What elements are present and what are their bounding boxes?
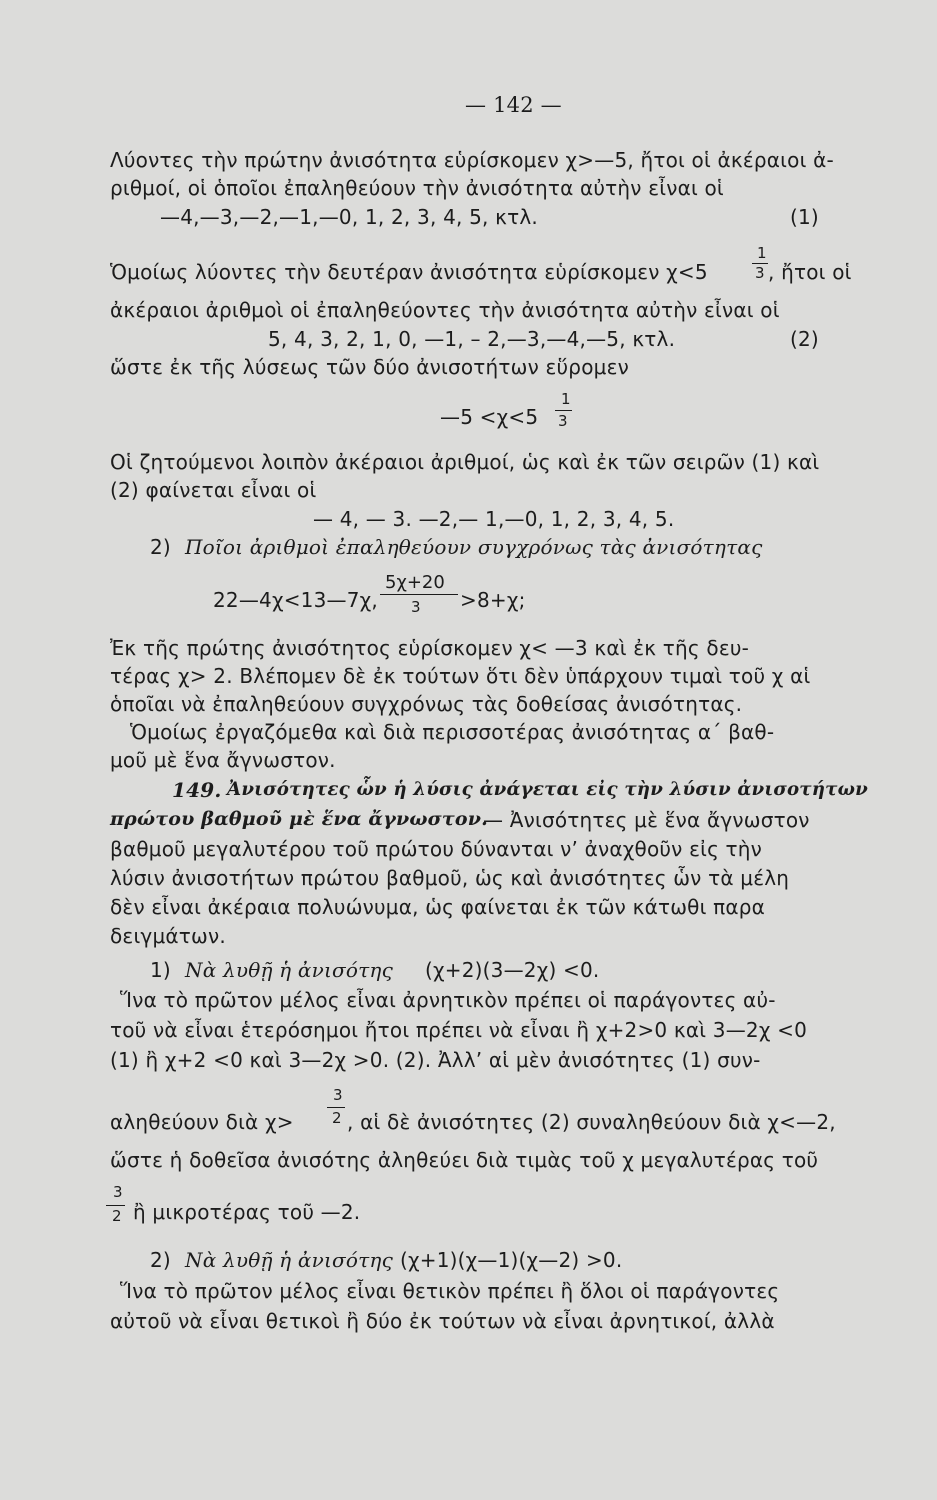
equation-tag: (1) bbox=[790, 205, 819, 229]
fraction-denominator: 3 bbox=[755, 264, 765, 282]
fraction-bar bbox=[327, 1107, 345, 1108]
text-line: (1) ἢ χ+2 <0 καὶ 3—2χ >0. (2). Ἀλλ’ αἱ μὲν ἀνισότητες (1) συν- bbox=[110, 1048, 761, 1072]
section-number: 149. bbox=[172, 778, 222, 802]
text-line: τοῦ νὰ εἶναι ἑτερόσημοι ἤτοι πρέπει νὰ εἶναι ἢ χ+2>0 καὶ 3—2χ <0 bbox=[110, 1018, 808, 1042]
exercise-number: 2) bbox=[150, 535, 171, 559]
text-line: δειγμάτων. bbox=[110, 924, 226, 948]
exercise-heading: Ποῖοι ἀριθμοὶ ἐπαληθεύουν συγχρόνως τὰς ἀνισότητας bbox=[185, 535, 763, 559]
fraction-bar bbox=[555, 410, 572, 411]
text-line: , αἱ δὲ ἀνισότητες (2) συναληθεύουν διὰ χ<—2, bbox=[347, 1110, 836, 1134]
text-line: αληθεύουν διὰ χ> bbox=[110, 1110, 294, 1134]
text-line: 5, 4, 3, 2, 1, 0, —1, – 2,—3,—4,—5, κτλ. bbox=[268, 327, 676, 351]
fraction-denominator: 3 bbox=[411, 598, 421, 616]
section-heading: πρώτου βαθμοῦ μὲ ἕνα ἄγνωστον. bbox=[110, 808, 488, 830]
text-line: ὥστε ἡ δοθεῖσα ἀνισότης ἀληθεύει διὰ τιμὰς τοῦ χ μεγαλυτέρας τοῦ bbox=[110, 1148, 819, 1172]
text-line: μοῦ μὲ ἕνα ἄγνωστον. bbox=[110, 748, 336, 772]
formula-line: 22—4χ<13—7χ, bbox=[213, 588, 378, 612]
text-line: τέρας χ> 2. Βλέπομεν δὲ ἐκ τούτων ὅτι δὲν ὑπάρχουν τιμαὶ τοῦ χ αἱ bbox=[110, 664, 811, 688]
equation-tag: (2) bbox=[790, 327, 819, 351]
text-line: (2) φαίνεται εἶναι οἱ bbox=[110, 478, 317, 502]
text-line: ὁποῖαι νὰ ἐπαληθεύουν συγχρόνως τὰς δοθείσας ἀνισότητας. bbox=[110, 692, 743, 716]
text-line: δὲν εἶναι ἀκέραια πολυώνυμα, ὡς φαίνεται ἐκ τῶν κάτωθι παρα bbox=[110, 895, 766, 919]
text-line: ἀκέραιοι ἀριθμοὶ οἱ ἐπαληθεύοντες τὴν ἀνισότητα αὐτὴν εἶναι οἱ bbox=[110, 298, 780, 322]
text-line: Ἵνα τὸ πρῶτον μέλος εἶναι ἀρνητικὸν πρέπει οἱ παράγοντες αὐ- bbox=[120, 988, 776, 1012]
formula-line: —5 <χ<5 bbox=[440, 405, 539, 429]
text-line: Ἵνα τὸ πρῶτον μέλος εἶναι θετικὸν πρέπει ἢ ὅλοι οἱ παράγοντες bbox=[120, 1279, 780, 1303]
fraction-denominator: 2 bbox=[112, 1207, 122, 1225]
text-line: — Ἀνισότητες μὲ ἕνα ἄγνωστον bbox=[483, 808, 810, 832]
fraction-denominator: 3 bbox=[558, 412, 568, 430]
fraction-numerator: 1 bbox=[757, 244, 767, 262]
text-line: βαθμοῦ μεγαλυτέρου τοῦ πρώτου δύνανται ν’ ἀναχθοῦν εἰς τὴν bbox=[110, 837, 763, 861]
text-line: Ὁμοίως ἐργαζόμεθα καὶ διὰ περισσοτέρας ἀνισότητας α΄ βαθ- bbox=[130, 720, 775, 744]
fraction-bar bbox=[380, 594, 458, 595]
text-line: Λύοντες τὴν πρώτην ἀνισότητα εὑρίσκομεν χ>—5, ἤτοι οἱ ἀκέραιοι ἀ- bbox=[110, 148, 834, 172]
formula-line: (χ+2)(3—2χ) <0. bbox=[425, 958, 600, 982]
fraction-numerator: 1 bbox=[561, 390, 571, 408]
exercise-heading: Νὰ λυθῇ ἡ ἀνισότης bbox=[185, 958, 393, 982]
page-number: — 142 — bbox=[465, 93, 562, 117]
text-line: Ὁμοίως λύοντες τὴν δευτέραν ἀνισότητα εὑρίσκομεν χ<5 bbox=[110, 260, 708, 284]
text-line: Ἐκ τῆς πρώτης ἀνισότητος εὑρίσκομεν χ< —3 καὶ ἐκ τῆς δευ- bbox=[110, 636, 750, 660]
text-line: αὐτοῦ νὰ εἶναι θετικοὶ ἢ δύο ἐκ τούτων νὰ εἶναι ἀρνητικοί, ἀλλὰ bbox=[110, 1309, 775, 1333]
section-heading: Ἀνισότητες ὧν ἡ λύσις ἀνάγεται εἰς τὴν λύσιν ἀνισοτήτων bbox=[227, 778, 868, 800]
fraction-bar bbox=[106, 1205, 125, 1206]
formula-line: >8+χ; bbox=[460, 588, 526, 612]
exercise-heading: Νὰ λυθῇ ἡ ἀνισότης bbox=[185, 1248, 393, 1272]
fraction-numerator: 5χ+20 bbox=[385, 572, 445, 593]
text-line: ἢ μικροτέρας τοῦ —2. bbox=[133, 1200, 361, 1224]
text-line: λύσιν ἀνισοτήτων πρώτου βαθμοῦ, ὡς καὶ ἀνισότητες ὧν τὰ μέλη bbox=[110, 866, 790, 890]
text-line: ὥστε ἐκ τῆς λύσεως τῶν δύο ἀνισοτήτων εὕρομεν bbox=[110, 355, 629, 379]
fraction-numerator: 3 bbox=[113, 1183, 123, 1201]
exercise-number: 1) bbox=[150, 958, 171, 982]
fraction-numerator: 3 bbox=[333, 1086, 343, 1104]
text-line: Οἱ ζητούμενοι λοιπὸν ἀκέραιοι ἀριθμοί, ὡς καὶ ἐκ τῶν σειρῶν (1) καὶ bbox=[110, 450, 820, 474]
text-line: — 4, — 3. —2,— 1,—0, 1, 2, 3, 4, 5. bbox=[313, 507, 675, 531]
formula-line: (χ+1)(χ—1)(χ—2) >0. bbox=[400, 1248, 623, 1272]
exercise-number: 2) bbox=[150, 1248, 171, 1272]
text-line: ριθμοί, οἱ ὁποῖοι ἐπαληθεύουν τὴν ἀνισότητα αὐτὴν εἶναι οἱ bbox=[110, 176, 724, 200]
text-line: —4,—3,—2,—1,—0, 1, 2, 3, 4, 5, κτλ. bbox=[160, 205, 538, 229]
fraction-denominator: 2 bbox=[332, 1109, 342, 1127]
text-line: , ἤτοι οἱ bbox=[768, 260, 852, 284]
